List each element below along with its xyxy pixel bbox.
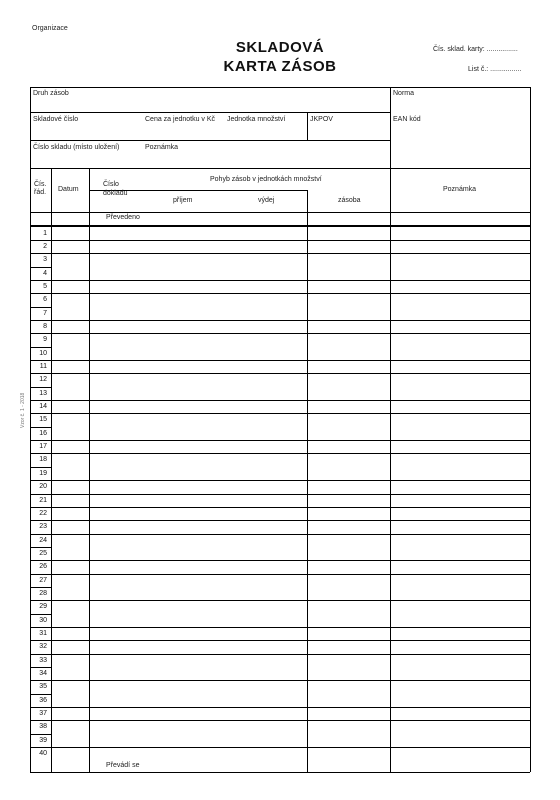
stock-type-label: Druh zásob: [33, 90, 69, 97]
row-number: 31: [39, 630, 47, 637]
norm-label: Norma: [393, 90, 415, 97]
row-rule: [30, 373, 530, 374]
carry-forward-label: Převádí se: [106, 762, 140, 769]
row-number: 37: [39, 710, 47, 718]
row-rule: [30, 640, 530, 641]
rule: [307, 112, 308, 140]
rule: [51, 168, 52, 772]
row-number: 10: [39, 349, 47, 357]
row-rule: [30, 400, 530, 401]
row-number: 5: [43, 282, 47, 290]
row-number: 9: [43, 336, 47, 344]
row-number: 18: [39, 456, 47, 464]
row-rule: [30, 587, 51, 588]
row-rule: [30, 280, 530, 281]
rule: [307, 190, 308, 772]
row-number: 23: [39, 523, 47, 531]
carried-over-label: Převedeno: [106, 214, 140, 221]
row-number: 19: [39, 469, 47, 477]
row-rule: [30, 333, 530, 334]
row-rule: [30, 574, 530, 575]
ean-label: EAN kód: [393, 116, 421, 123]
jkpov-label: JKPOV: [310, 116, 333, 123]
row-number: 22: [39, 509, 47, 517]
row-number: 11: [39, 363, 47, 370]
row-number: 12: [39, 376, 47, 384]
row-number: 6: [43, 296, 47, 304]
row-rule: [30, 614, 51, 615]
row-rule: [30, 467, 51, 468]
issue-header: výdej: [258, 197, 275, 204]
rule: [30, 87, 530, 88]
row-rule: [30, 320, 530, 321]
row-number: 38: [39, 723, 47, 731]
row-number: 4: [43, 269, 47, 277]
document-number-header: Číslo dokladu: [103, 181, 128, 197]
row-number: 13: [39, 389, 47, 397]
row-number: 15: [39, 416, 47, 424]
note-label: Poznámka: [145, 144, 179, 151]
row-number: 36: [39, 696, 47, 704]
balance-header: zásoba: [338, 197, 361, 204]
row-rule: [30, 654, 530, 655]
row-number: 26: [39, 563, 47, 571]
row-number: 7: [43, 309, 47, 317]
row-number: 28: [39, 589, 47, 597]
row-rule: [30, 240, 530, 241]
warehouse-number-label: Číslo skladu (místo uložení): [33, 144, 120, 151]
row-rule: [30, 600, 530, 601]
card-number-label: Čís. sklad. karty: ................: [433, 46, 518, 53]
row-rule: [30, 293, 530, 294]
row-rule: [30, 440, 530, 441]
title-line-1: SKLADOVÁ: [235, 39, 325, 56]
row-number: 14: [39, 403, 47, 411]
row-number: 24: [39, 536, 47, 544]
row-number: 20: [39, 483, 47, 491]
row-number: 33: [39, 656, 47, 664]
row-number: 1: [43, 229, 47, 237]
row-rule: [30, 694, 51, 695]
rule: [89, 168, 90, 772]
row-number: 32: [39, 643, 47, 651]
rule: [530, 87, 531, 772]
row-rule: [30, 734, 51, 735]
row-rule: [30, 534, 530, 535]
row-number: 35: [39, 683, 47, 691]
row-rule: [30, 507, 530, 508]
row-rule: [30, 707, 530, 708]
row-rule: [30, 720, 530, 721]
row-number: 29: [39, 603, 47, 611]
row-rule: [30, 667, 51, 668]
row-rule: [30, 347, 51, 348]
unit-quantity-label: Jednotka množství: [227, 116, 286, 123]
rule: [30, 225, 530, 227]
page-title: [190, 38, 370, 76]
rule: [30, 87, 31, 772]
row-rule: [30, 627, 530, 628]
row-rule: [30, 413, 530, 414]
row-rule: [30, 680, 530, 681]
receipt-header: příjem: [173, 197, 193, 204]
row-rule: [30, 307, 51, 308]
row-number: 2: [43, 242, 47, 250]
row-rule: [30, 560, 530, 561]
rule: [30, 212, 530, 213]
rule: [30, 140, 390, 141]
row-number: 39: [39, 736, 47, 744]
unit-price-label: Cena za jednotku v Kč: [145, 116, 216, 123]
row-number: 3: [43, 256, 47, 264]
row-rule: [30, 547, 51, 548]
row-number: 27: [39, 576, 47, 584]
row-rule: [30, 387, 51, 388]
row-rule: [30, 453, 530, 454]
movement-header: Pohyb zásob v jednotkách množství: [210, 176, 322, 183]
row-number: 8: [43, 322, 47, 330]
row-rule: [30, 520, 530, 521]
organization-label: Organizace: [32, 25, 68, 32]
row-number: 21: [39, 496, 47, 504]
sheet-number-label: List č.: ................: [468, 66, 522, 73]
row-rule: [30, 427, 51, 428]
side-text: Vzor č. 1 - 2018: [20, 392, 26, 428]
row-rule: [30, 747, 530, 748]
row-rule: [30, 267, 51, 268]
note-column-header: Poznámka: [443, 186, 477, 193]
row-number: 25: [39, 549, 47, 557]
row-rule: [30, 480, 530, 481]
rule: [30, 112, 390, 113]
row-rule: [30, 253, 530, 254]
rule: [30, 168, 530, 169]
row-number: 17: [39, 443, 47, 451]
date-header: Datum: [58, 186, 79, 193]
row-number: 40: [39, 750, 47, 758]
row-number: 30: [39, 616, 47, 624]
row-number: 16: [39, 429, 47, 437]
stock-number-label: Skladové číslo: [33, 116, 79, 123]
row-rule: [30, 360, 530, 361]
row-number: 34: [39, 670, 47, 678]
row-rule: [30, 494, 530, 495]
rule: [390, 87, 391, 772]
row-number-header: Čís. řád.: [34, 181, 47, 196]
title-line-2: KARTA ZÁSOB: [223, 58, 337, 75]
rule: [30, 772, 530, 773]
